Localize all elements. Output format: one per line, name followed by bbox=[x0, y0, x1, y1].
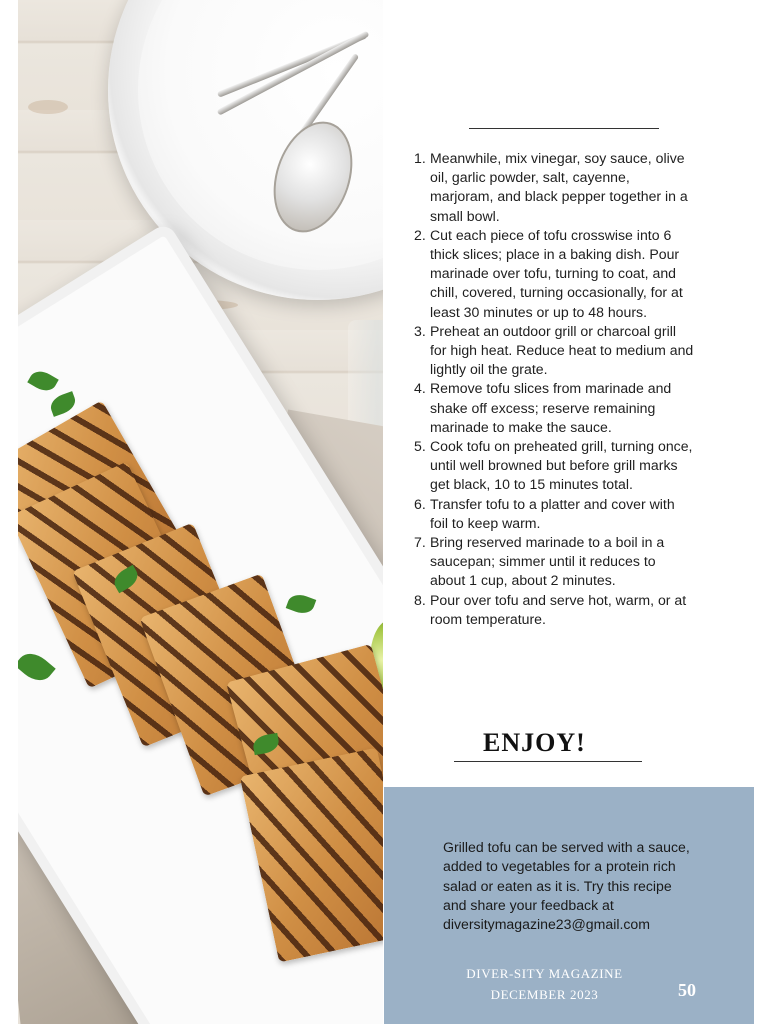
step-number: 5. bbox=[414, 438, 426, 455]
step-number: 3. bbox=[414, 322, 426, 339]
serving-note-box bbox=[384, 787, 754, 1024]
magazine-name: DIVER-SITY MAGAZINE bbox=[466, 966, 623, 981]
serving-note: Grilled tofu can be served with a sauce, added to vegetables for a protein rich salad or eaten as it is. Try this recipe and share your feedback at diversitymagazine23@gmail.com bbox=[443, 839, 690, 933]
top-rule bbox=[469, 128, 659, 129]
step-number: 6. bbox=[414, 495, 426, 512]
step-text: Transfer tofu to a platter and cover with foil to keep warm. bbox=[430, 495, 675, 531]
step-text: Preheat an outdoor grill or charcoal grill for high heat. Reduce heat to medium and lightly oil the grate. bbox=[430, 322, 694, 378]
magazine-footer bbox=[457, 963, 632, 1005]
step-text: Bring reserved marinade to a boil in a saucepan; simmer until it reduces to about 1 cup, about 2 minutes. bbox=[430, 534, 665, 589]
enjoy-underline bbox=[454, 761, 642, 762]
glass bbox=[348, 320, 383, 430]
instruction-step bbox=[404, 495, 694, 533]
instruction-list bbox=[404, 149, 694, 629]
step-text: Pour over tofu and serve hot, warm, or at room temperature. bbox=[430, 591, 687, 627]
instruction-step bbox=[404, 533, 694, 591]
food-photo bbox=[18, 0, 383, 1024]
step-text: Remove tofu slices from marinade and shake off excess; reserve remaining marinade to make the sauce. bbox=[430, 380, 672, 435]
instruction-step bbox=[404, 226, 694, 322]
issue-date: DECEMBER 2023 bbox=[490, 987, 599, 1002]
instruction-step bbox=[404, 149, 694, 226]
page-number: 50 bbox=[678, 980, 696, 1000]
step-text: Cut each piece of tofu crosswise into 6 thick slices; place in a baking dish. Pour marinade over tofu, turning to coat, and chill, covered, turning occasionally, for at least 30 minutes or up to 48 hours. bbox=[430, 226, 683, 320]
step-text: Meanwhile, mix vinegar, soy sauce, olive oil, garlic powder, salt, cayenne, marjoram, and black pepper together in a small bowl. bbox=[430, 150, 688, 224]
step-text: Cook tofu on preheated grill, turning once, until well browned but before grill marks get black, 10 to 15 minutes total. bbox=[430, 438, 693, 493]
instruction-step bbox=[404, 437, 694, 495]
instruction-step bbox=[404, 322, 694, 380]
step-number: 8. bbox=[414, 591, 426, 608]
instruction-step bbox=[404, 591, 694, 629]
enjoy-heading: ENJOY! bbox=[483, 728, 586, 757]
step-number: 1. bbox=[414, 150, 426, 166]
step-number: 7. bbox=[414, 534, 426, 551]
instruction-step bbox=[404, 379, 694, 437]
step-number: 4. bbox=[414, 380, 426, 397]
wood-knot bbox=[28, 100, 68, 114]
step-number: 2. bbox=[414, 226, 426, 243]
